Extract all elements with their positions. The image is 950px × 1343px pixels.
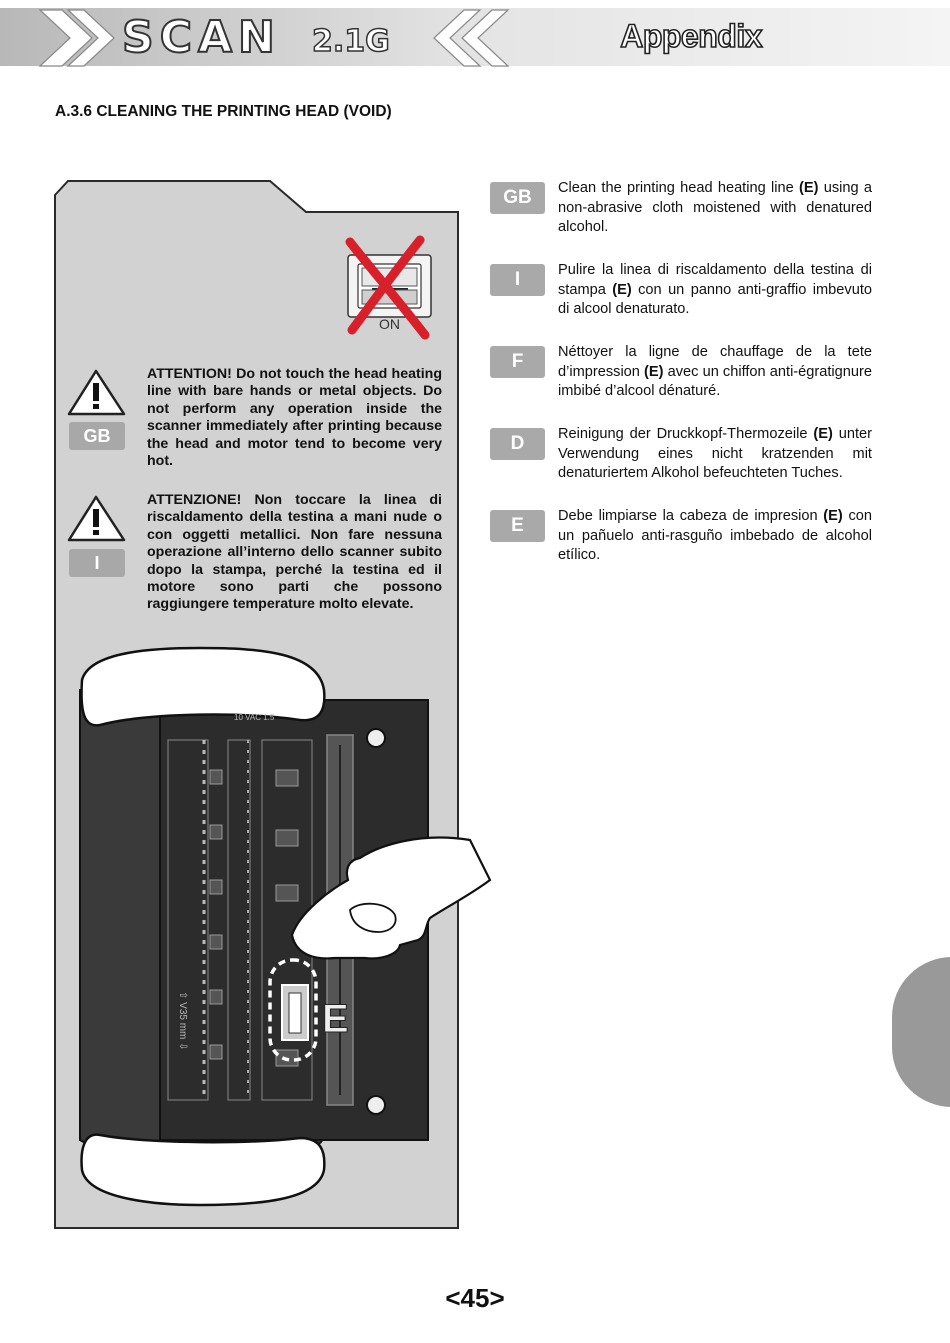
section-heading: Appendix (620, 18, 762, 54)
instruction-text: Pulire la linea di riscaldamento della testina di stampa (E) con un panno anti-graffio imbevuto di alcool denaturato. (558, 262, 872, 317)
tape-width-label: ⇧ V35 mm ⇩ (177, 991, 188, 1051)
instruction-text: Néttoyer la ligne de chauffage de la tete d’impression (E) avec un chiffon anti-égratignure imbibé d’alcool dénaturé. (558, 344, 872, 399)
lang-badge: E (490, 510, 545, 542)
switch-on-label: ON (379, 316, 400, 332)
instruction-text: Reinigung der Druckkopf-Thermozeile (E) unter Verwendung eines nicht kratzenden mit denaturiertem Alkohol befeuchteten Tuches. (558, 426, 872, 481)
product-logo: SCAN (122, 12, 281, 63)
lang-badge: D (490, 428, 545, 460)
warning-text-gb: ATTENTION! Do not touch the head heating line with bare hands or metal objects. Do not perform any operation inside the scanner immediately after printing because the head and motor tend to become very hot. (147, 366, 442, 470)
page-title: A.3.6 CLEANING THE PRINTING HEAD (VOID) (55, 103, 392, 120)
warning-lang-badge: I (69, 549, 125, 577)
rating-sticker: 10 VAC 1.5 (234, 713, 275, 722)
warning-lang-badge: GB (69, 422, 125, 450)
instruction-text: Clean the printing head heating line (E) using a non-abrasive cloth moistened with denatured alcohol. (558, 180, 873, 235)
scanner-illustration (80, 648, 490, 1205)
product-logo-version: 2.1G (312, 24, 390, 59)
page-number: <45> (445, 1283, 505, 1313)
lang-badge: GB (490, 182, 545, 214)
lang-badge: I (490, 264, 545, 296)
instruction-text: Debe limpiarse la cabeza de impresion (E) con un pañuelo anti-rasguño imbebado de alcohol etílico. (558, 508, 872, 563)
lang-badge: F (490, 346, 545, 378)
callout-label-e: E (322, 997, 349, 1041)
warning-text-i: ATTENZIONE! Non toccare la linea di riscaldamento della testina a mani nude o con oggetti metallici. Non fare nessuna operazione all’interno dello scanner subito dopo la stampa, perché la testina ed il motore sono parti che possono raggiungere temperature molto elevate. (147, 492, 442, 613)
